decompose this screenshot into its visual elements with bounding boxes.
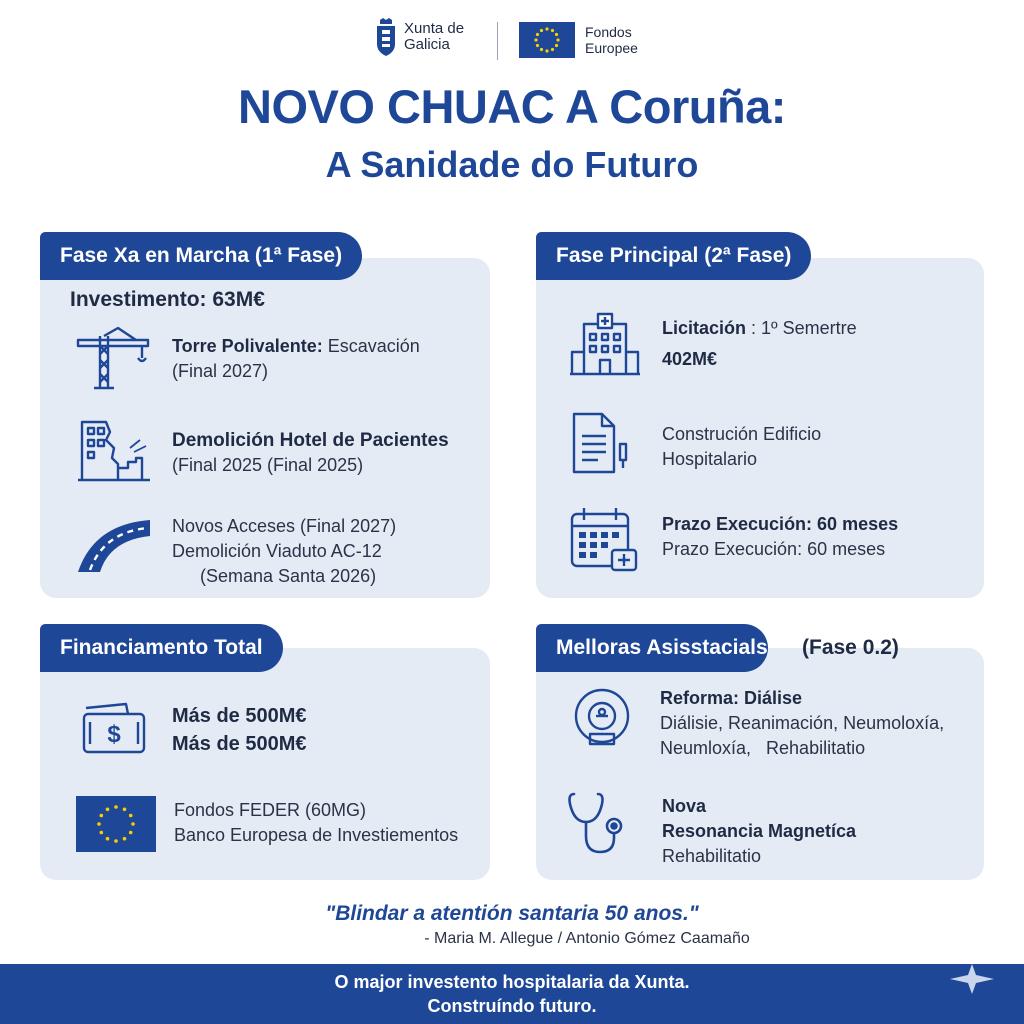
phase1-item-access — [76, 514, 396, 589]
mri-scanner-icon — [570, 686, 634, 752]
eu-flag-icon — [76, 796, 156, 852]
improvements-item-dialysis — [570, 686, 944, 761]
demolition-building-icon — [76, 418, 152, 484]
tender-title: Licitación — [662, 318, 747, 338]
funding-total-line-2: Más de 500M€ — [172, 733, 307, 755]
demolition-date: (Final 2025 (Final 2025) — [172, 455, 364, 475]
quote-text: "Blindar a atentión santaria 50 anos." — [325, 902, 699, 925]
tender-detail: : 1º Semertre — [746, 318, 857, 338]
road-icon — [76, 514, 152, 574]
improvements-tab-label: Melloras Asisstacials — [556, 636, 768, 659]
mri-title-1: Nova — [662, 796, 707, 816]
funding-item-total — [76, 700, 307, 758]
funding-tab: Financiamento Total — [40, 624, 283, 672]
phase1-item-tower — [76, 326, 420, 390]
hospital-icon — [568, 312, 642, 378]
phase2-item-construction — [568, 410, 821, 476]
mri-title-2: Resonancia Magnetíca — [662, 821, 857, 841]
eu-logo — [519, 22, 665, 58]
phase1-item-demolition — [76, 418, 449, 484]
funding-item-feder — [76, 796, 458, 852]
footer-line-2: Construíndo futuro. — [427, 996, 597, 1016]
feder-line-1: Fondos FEDER (60MG) — [174, 800, 367, 820]
access-line-2: Demolición Viaduto AC-12 — [172, 541, 382, 561]
footer-banner — [0, 964, 1024, 1024]
calendar-icon — [568, 506, 642, 574]
tower-detail: Escavación — [322, 336, 420, 356]
xunta-crest-icon — [374, 18, 398, 56]
svg-text:$: $ — [107, 721, 121, 748]
funding-total-amount: 500M€ — [245, 705, 307, 727]
feder-line-2: Banco Europesa de Investiementos — [174, 825, 459, 845]
tower-date: (Final 2027) — [172, 361, 269, 381]
header-logos — [0, 14, 1024, 64]
construction-line-2: Hospitalario — [662, 449, 758, 469]
title-line-2: A Sanidade do Futuro — [325, 144, 699, 185]
deadline-title: Prazo Execución: 60 meses — [662, 514, 899, 534]
construction-line-1: Construción Edificio — [662, 424, 822, 444]
mri-line-3: Rehabilitatio — [662, 846, 762, 866]
crane-icon — [76, 326, 152, 390]
stethoscope-icon — [566, 790, 630, 858]
eu-flag-icon — [519, 22, 575, 58]
access-line-3: (Semana Santa 2026) — [200, 566, 377, 586]
dialysis-line-3: Neumloxía, Rehabilitatio — [660, 738, 866, 758]
dialysis-title: Reforma: Diálise — [660, 688, 803, 708]
phase2-item-deadline — [568, 506, 898, 574]
demolition-title: Demolición Hotel de Pacientes — [172, 430, 449, 451]
money-icon — [76, 700, 152, 756]
phase1-investment: Investimento: 63M€ — [70, 288, 265, 311]
phase2-tab: Fase Principal (2ª Fase) — [536, 232, 811, 280]
quote-author: - Maria M. Allegue / Antonio Gómez Caamaño — [424, 930, 750, 947]
phase1-tab: Fase Xa en Marcha (1ª Fase) — [40, 232, 362, 280]
document-icon — [568, 410, 642, 476]
logo-divider — [497, 22, 498, 60]
xunta-name: Xunta de Galicia — [404, 20, 465, 53]
eu-funds-name: Fondos Europee — [585, 24, 638, 56]
star-icon — [950, 964, 994, 994]
tower-title: Torre Polivalente: — [172, 336, 323, 356]
phase2-item-tender — [568, 312, 857, 378]
funding-total-prefix: Más de — [172, 705, 246, 727]
quote — [0, 900, 1024, 950]
xunta-logo — [374, 18, 476, 56]
title-line-1: NOVO CHUAC A Coruña: — [238, 80, 786, 133]
page-title — [0, 80, 1024, 188]
improvements-tab-tail: (Fase 0.2) — [802, 636, 899, 659]
deadline-detail: Prazo Execución: 60 meses — [662, 539, 886, 559]
footer-line-1: O major investento hospitalaria da Xunta. — [334, 972, 690, 992]
access-line-1: Novos Acceses (Final 2027) — [172, 516, 397, 536]
improvements-tab — [536, 624, 768, 672]
improvements-item-mri — [566, 790, 856, 869]
dialysis-line-2: Diálisie, Reanimación, Neumoloxía, — [660, 713, 945, 733]
tender-amount: 402M€ — [662, 349, 718, 369]
